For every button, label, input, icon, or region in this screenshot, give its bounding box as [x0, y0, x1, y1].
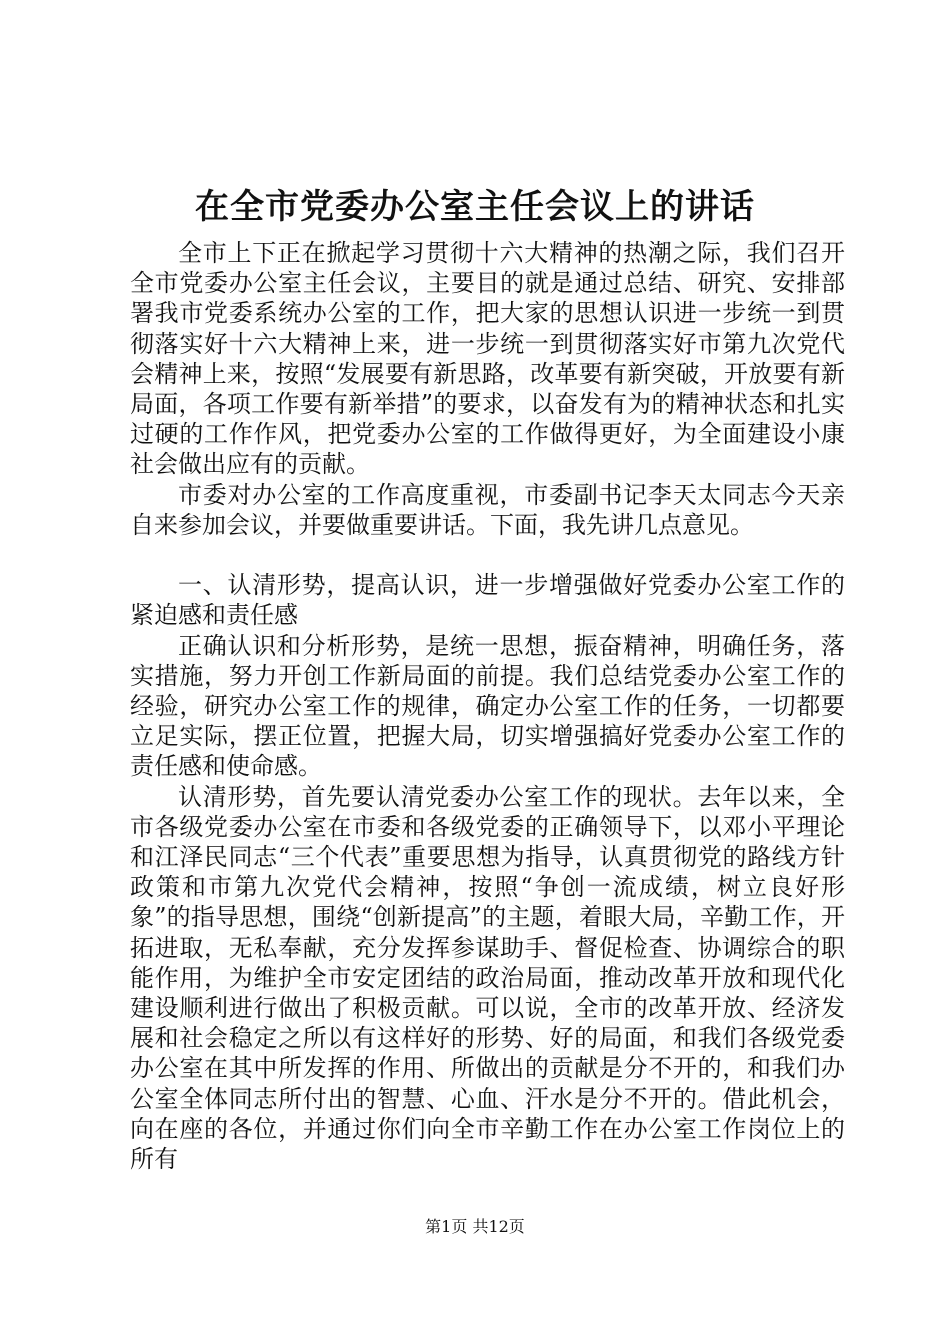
paragraph-intro: 全市上下正在掀起学习贯彻十六大精神的热潮之际，我们召开全市党委办公室主任会议，主要目的就是通过总结、研究、安排部署我市党委系统办公室的工作，把大家的思想认识进一步统一到贯彻落实好十六大精神上来，进一步统一到贯彻落实好市第九次党代会精神上来，按照“发展要有新思路，改革要有新突破，开放要有新局面，各项工作要有新举措”的要求，以奋发有为的精神状态和扎实过硬的工作作风，把党委办公室的工作做得更好，为全面建设小康社会做出应有的贡献。 — [130, 239, 845, 479]
page-number-footer: 第1页 共12页 — [425, 1217, 525, 1236]
paragraph-meeting-note: 市委对办公室的工作高度重视，市委副书记李天太同志今天亲自来参加会议，并要做重要讲话。下面，我先讲几点意见。 — [130, 480, 845, 539]
blank-line — [130, 540, 845, 570]
document-body — [130, 238, 845, 1174]
paragraph-situation: 正确认识和分析形势，是统一思想，振奋精神，明确任务，落实措施，努力开创工作新局面的前提。我们总结党委办公室工作的经验，研究办公室工作的规律，确定办公室工作的任务，一切都要立足实际，摆正位置，把握大局，切实增强搞好党委办公室工作的责任感和使命感。 — [130, 631, 845, 781]
paragraph-current-status: 认清形势，首先要认清党委办公室工作的现状。去年以来，全市各级党委办公室在市委和各级党委的正确领导下，以邓小平理论和江泽民同志“三个代表”重要思想为指导，认真贯彻党的路线方针政策和市第九次党代会精神，按照“争创一流成绩，树立良好形象”的指导思想，围绕“创新提高”的主题，着眼大局，辛勤工作，开拓进取，无私奉献，充分发挥参谋助手、督促检查、协调综合的职能作用，为维护全市安定团结的政治局面，推动改革开放和现代化建设顺利进行做出了积极贡献。可以说，全市的改革开放、经济发展和社会稳定之所以有这样好的形势、好的局面，和我们各级党委办公室在其中所发挥的作用、所做出的贡献是分不开的，和我们办公室全体同志所付出的智慧、心血、汗水是分不开的。借此机会，向在座的各位，并通过你们向全市辛勤工作在办公室工作岗位上的所有 — [130, 782, 845, 1174]
document-title: 在全市党委办公室主任会议上的讲话 — [195, 187, 755, 227]
section-heading-1: 一、认清形势，提高认识，进一步增强做好党委办公室工作的紧迫感和责任感 — [130, 571, 845, 630]
